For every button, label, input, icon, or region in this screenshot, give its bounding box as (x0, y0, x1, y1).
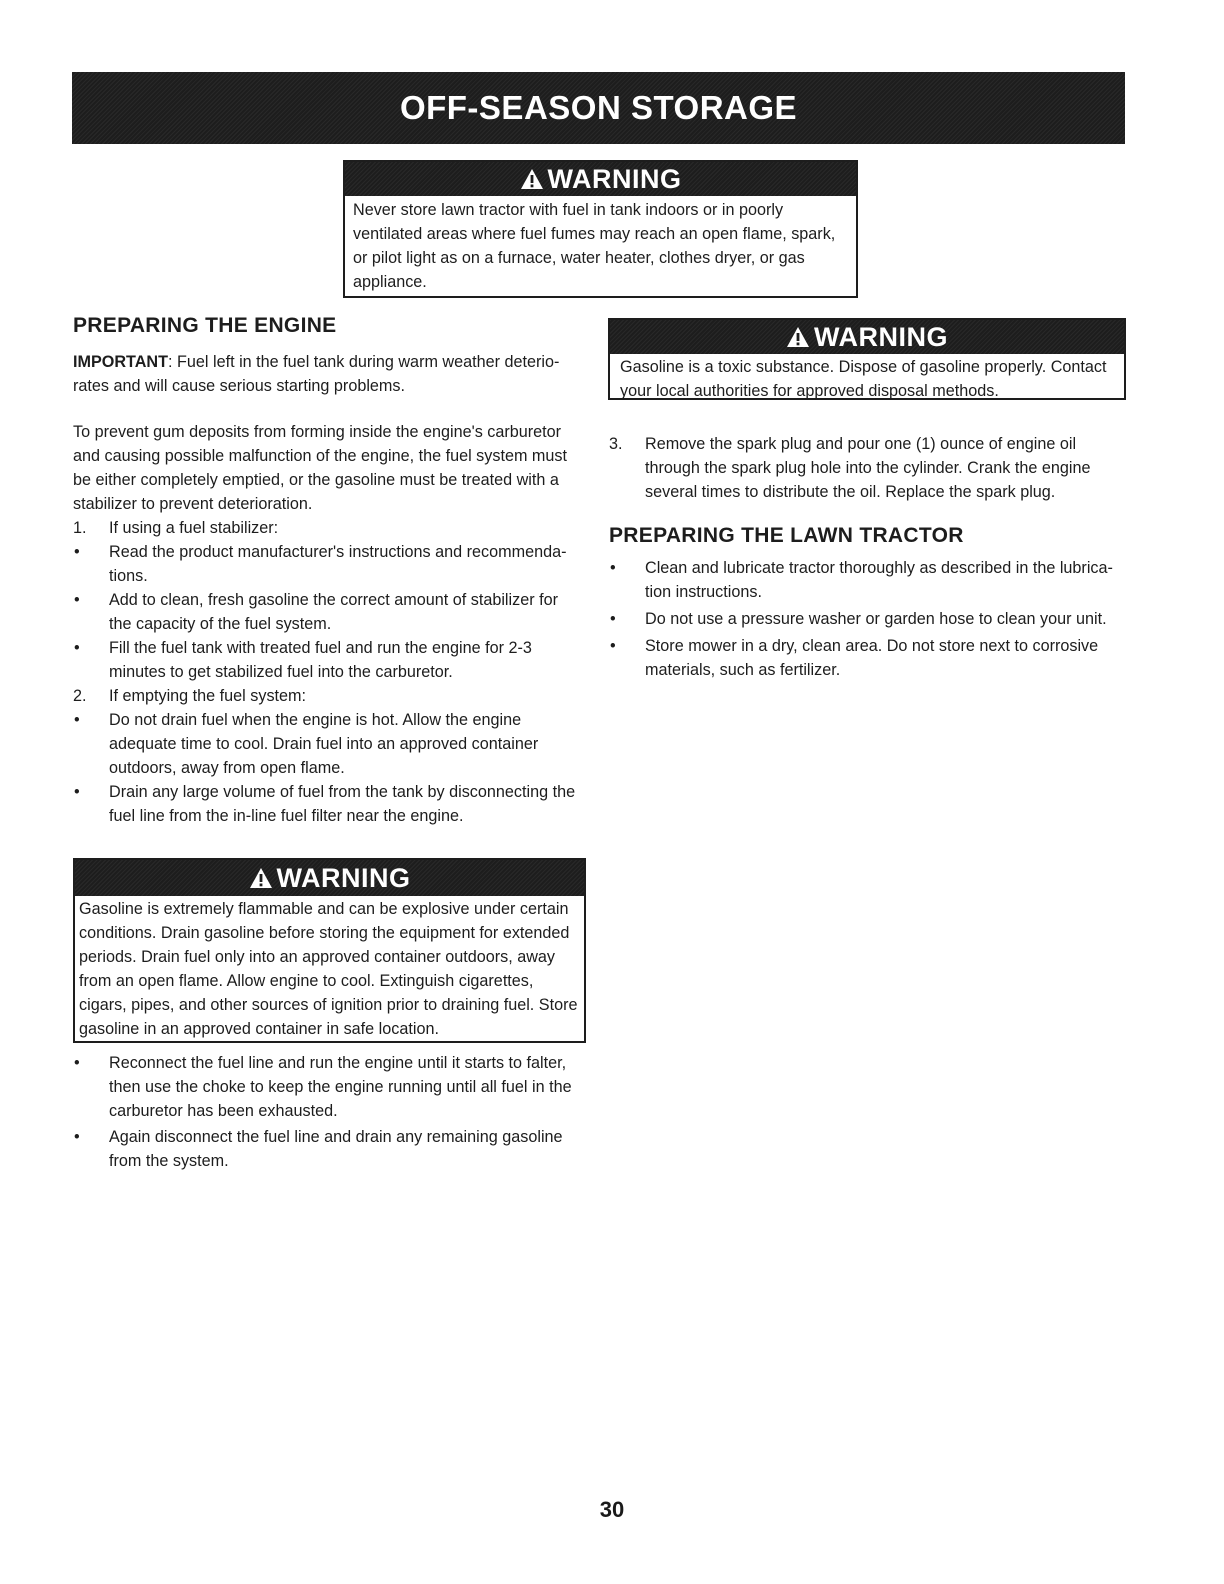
step-number: 1. (73, 519, 87, 537)
list-item (73, 588, 583, 636)
section-heading-engine: PREPARING THE ENGINE (73, 314, 337, 337)
warning-triangle-icon (249, 867, 273, 889)
step-item (73, 516, 583, 540)
warning-text: Gasoline is a toxic substance. Dispose of gasoline properly. Contact your local authorities for approved disposal methods. (620, 358, 1107, 400)
list-item-text: Drain any large volume of fuel from the tank by disconnecting the fuel line from the in-line fuel filter near the engine. (109, 783, 576, 825)
step-text: If using a fuel stabilizer: (109, 519, 279, 537)
list-item (609, 607, 1124, 631)
list-item (73, 780, 583, 828)
page-number: 30 (599, 1497, 625, 1522)
important-label: IMPORTANT (73, 353, 169, 371)
warning-text: Never store lawn tractor with fuel in tank indoors or in poorly ventilated areas where fuel fumes may reach an open flame, spark, or pilot light as on a furnace, water heater, clothes dryer, or gas appliance. (353, 201, 836, 291)
page-title: OFF-SEASON STORAGE (399, 89, 798, 126)
list-item (609, 556, 1124, 604)
list-item (73, 1051, 583, 1123)
warning-triangle-icon (520, 168, 544, 190)
list-item-text: Add to clean, fresh gasoline the correct amount of stabilizer for the capacity of the fuel system. (109, 591, 558, 633)
left-column-continued (73, 1051, 583, 1173)
bullet-icon: • (610, 559, 616, 577)
step-text: If emptying the fuel system: (109, 687, 307, 705)
list-item-text: Do not use a pressure washer or garden hose to clean your unit. (645, 610, 1107, 628)
list-item-text: Do not drain fuel when the engine is hot. Allow the engine adequate time to cool. Drain fuel into an approved container outdoors, away from open flame. (109, 711, 539, 777)
important-text: : Fuel left in the fuel tank during warm weather deterio-rates and will cause serious starting problems. (73, 353, 560, 395)
step-number: 3. (609, 435, 623, 453)
intro-paragraph: To prevent gum deposits from forming inside the engine's carburetor and causing possible malfunction of the engine, the fuel system must be either completely emptied, or the gasoline must be treated with a stabilizer to prevent deterioration. (73, 423, 568, 513)
section-banner (72, 72, 1125, 144)
bullet-icon: • (74, 1054, 80, 1072)
bullet-icon: • (610, 610, 616, 628)
important-note (73, 350, 583, 398)
list-item-text: Store mower in a dry, clean area. Do not store next to corrosive materials, such as fertilizer. (645, 637, 1099, 679)
warning-header (75, 860, 584, 896)
warning-box-storage (343, 160, 858, 298)
list-item (73, 540, 583, 588)
warning-triangle-icon (786, 326, 810, 348)
warning-box-flammable (73, 858, 586, 1043)
list-item (73, 636, 583, 684)
warning-header (345, 162, 856, 196)
right-column (609, 432, 1124, 682)
warning-text: Gasoline is extremely flammable and can be explosive under certain conditions. Drain gasoline before storing the equipment for extended periods. Drain fuel only into an approved container outdoors, away from an open flame. Allow engine to cool. Extinguish cigarettes, cigars, pipes, and other sources of ignition prior to draining fuel. Store gasoline in an approved container in safe location. (79, 900, 578, 1038)
bullet-icon: • (74, 591, 80, 609)
warning-heading: WARNING (547, 163, 682, 194)
left-column (73, 314, 583, 828)
bullet-icon: • (74, 639, 80, 657)
step-item (73, 684, 583, 708)
list-item-text: Clean and lubricate tractor thoroughly as described in the lubrica-tion instructions. (645, 559, 1113, 601)
warning-box-toxic (608, 318, 1126, 400)
bullet-icon: • (74, 783, 80, 801)
list-item-text: Reconnect the fuel line and run the engine until it starts to falter, then use the choke to keep the engine running until all fuel in the carburetor has been exhausted. (109, 1054, 572, 1120)
bullet-icon: • (74, 543, 80, 561)
bullet-icon: • (74, 711, 80, 729)
warning-heading: WARNING (814, 321, 948, 352)
bullet-icon: • (74, 1128, 80, 1146)
list-item-text: Fill the fuel tank with treated fuel and run the engine for 2-3 minutes to get stabilized fuel into the carburetor. (109, 639, 532, 681)
step-item (609, 432, 1124, 504)
bullet-icon: • (610, 637, 616, 655)
list-item-text: Again disconnect the fuel line and drain any remaining gasoline from the system. (109, 1128, 563, 1170)
step-text: Remove the spark plug and pour one (1) ounce of engine oil through the spark plug hole into the cylinder. Crank the engine several times to distribute the oil. Replace the spark plug. (645, 435, 1091, 501)
list-item (609, 634, 1124, 682)
list-item-text: Read the product manufacturer's instructions and recommenda-tions. (109, 543, 567, 585)
warning-header (610, 320, 1124, 354)
list-item (73, 708, 583, 780)
step-number: 2. (73, 687, 87, 705)
list-item (73, 1125, 583, 1173)
section-heading-tractor: PREPARING THE LAWN TRACTOR (609, 524, 964, 547)
warning-heading: WARNING (276, 862, 411, 893)
